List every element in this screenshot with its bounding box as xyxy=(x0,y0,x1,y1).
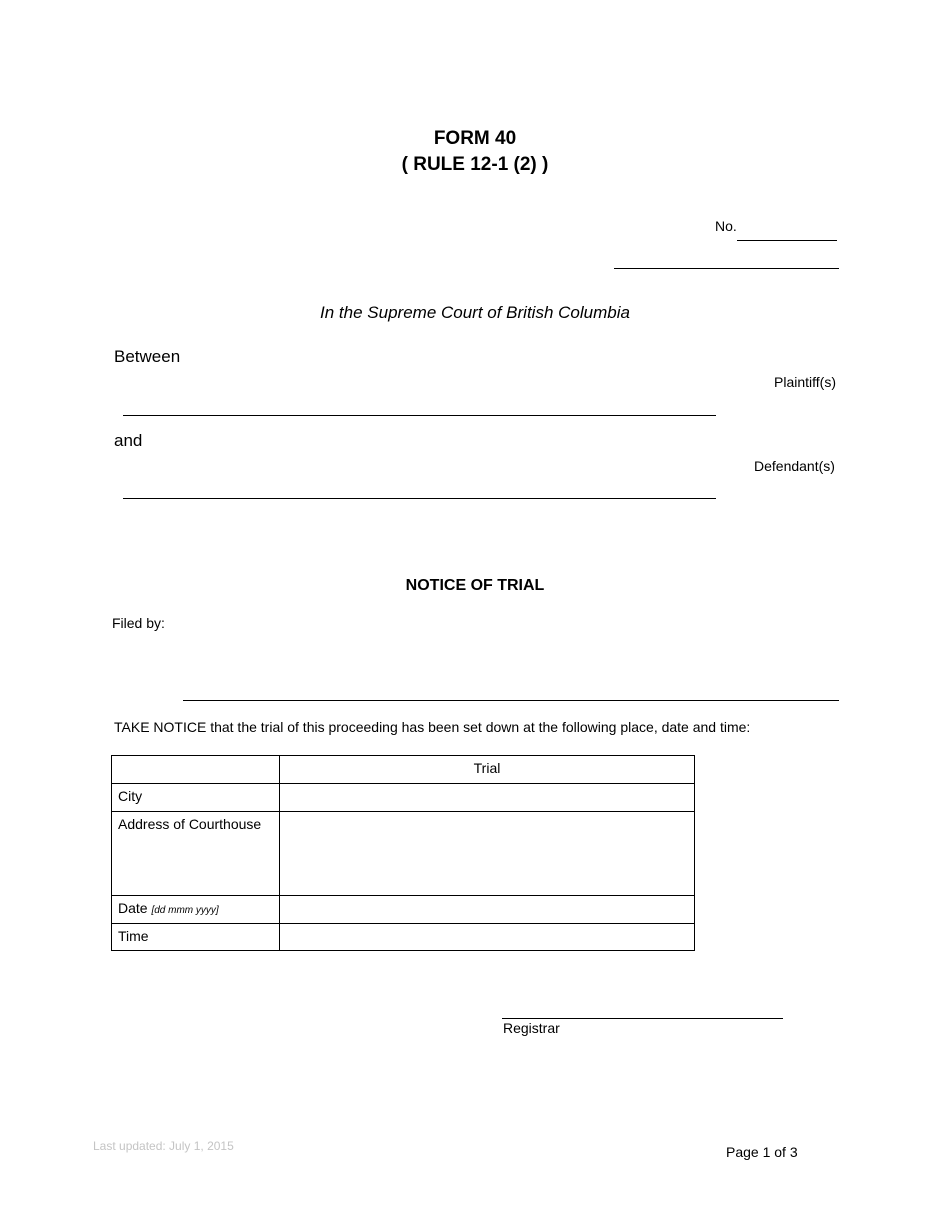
rule-reference: ( RULE 12-1 (2) ) xyxy=(401,154,549,175)
address-label: Address of Courthouse xyxy=(112,812,280,896)
time-field[interactable] xyxy=(280,924,695,951)
take-notice-text: TAKE NOTICE that the trial of this proceeding has been set down at the following place, date and time: xyxy=(114,719,751,735)
date-field[interactable] xyxy=(280,896,695,924)
registry-field[interactable] xyxy=(614,268,839,269)
date-format-hint: [dd mmm yyyy] xyxy=(151,905,219,916)
plaintiff-name-field[interactable] xyxy=(123,415,716,416)
date-label: Date xyxy=(118,900,148,916)
address-field[interactable] xyxy=(280,812,695,896)
table-row xyxy=(112,784,695,812)
time-label: Time xyxy=(112,924,280,951)
last-updated: Last updated: July 1, 2015 xyxy=(93,1139,234,1153)
table-header-row xyxy=(112,756,695,784)
filed-by-label: Filed by: xyxy=(112,615,165,631)
file-no-label: No. xyxy=(715,218,737,234)
filed-by-field[interactable] xyxy=(183,700,839,701)
table-header-blank xyxy=(112,756,280,784)
and-label: and xyxy=(114,431,143,450)
city-field[interactable] xyxy=(280,784,695,812)
defendant-label: Defendant(s) xyxy=(754,458,835,474)
table-row xyxy=(112,896,695,924)
registrar-label: Registrar xyxy=(503,1020,560,1036)
table-row xyxy=(112,812,695,896)
court-name: In the Supreme Court of British Columbia xyxy=(320,303,630,322)
file-no-field[interactable] xyxy=(737,240,837,241)
date-label-cell xyxy=(112,896,280,924)
city-label: City xyxy=(112,784,280,812)
defendant-name-field[interactable] xyxy=(123,498,716,499)
registrar-signature-line[interactable] xyxy=(502,1018,783,1019)
page-number: Page 1 of 3 xyxy=(726,1144,798,1160)
between-label: Between xyxy=(114,347,181,366)
trial-column-header: Trial xyxy=(280,756,695,784)
form-title: FORM 40 xyxy=(433,128,517,149)
notice-title: NOTICE OF TRIAL xyxy=(405,577,545,594)
table-row xyxy=(112,924,695,951)
trial-table xyxy=(111,755,695,951)
plaintiff-label: Plaintiff(s) xyxy=(774,374,836,390)
